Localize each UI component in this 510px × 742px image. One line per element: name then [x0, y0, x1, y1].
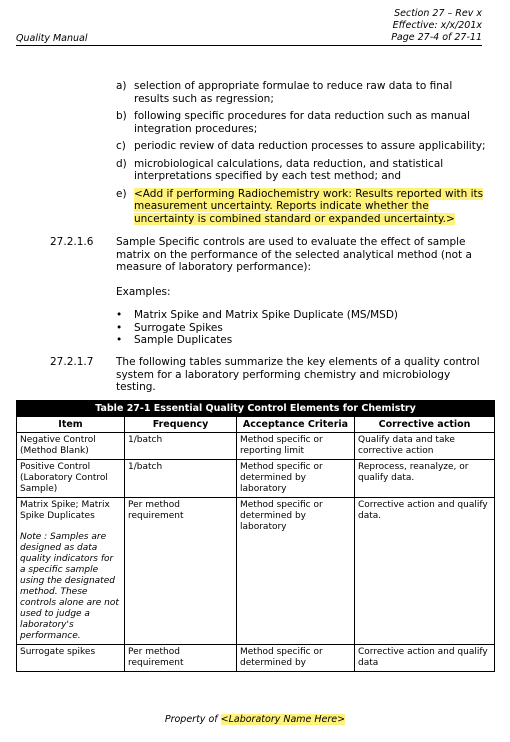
column-header: Frequency	[125, 417, 237, 433]
column-header: Item	[17, 417, 125, 433]
list-marker: d)	[116, 157, 127, 170]
footer-prefix: Property of	[164, 714, 221, 725]
page-number: Page 27-4 of 27-11	[391, 32, 482, 43]
table-cell: Per method requirement	[125, 498, 237, 645]
list-marker: a)	[116, 80, 127, 92]
table-row	[17, 433, 495, 460]
list-marker: c)	[116, 140, 126, 152]
table-cell: Method specific or determined by	[237, 645, 355, 672]
examples-label: Examples:	[116, 286, 171, 298]
cell-item-text: Matrix Spike; Matrix Spike Duplicates	[20, 500, 110, 521]
table-cell: Reprocess, reanalyze, or qualify data.	[355, 460, 495, 498]
list-text: periodic review of data reduction processes to assure applicability;	[134, 140, 486, 152]
radiochemistry-placeholder: <Add if performing Radiochemistry work: Results reported with its measurement uncertainty. Reports indicate whether the uncertainty is combined standard or expanded uncertainty.>	[134, 187, 484, 225]
section-number: 27.2.1.7	[50, 356, 94, 368]
table-row	[17, 460, 495, 498]
table-cell: Positive Control (Laboratory Control Sample)	[17, 460, 125, 498]
list-item	[116, 188, 486, 226]
table-row	[17, 645, 495, 672]
bullet-text: Sample Duplicates	[134, 334, 233, 346]
table-cell: Negative Control (Method Blank)	[17, 433, 125, 460]
section-label: Section 27 – Rev x	[394, 8, 482, 19]
table-cell: Method specific or reporting limit	[237, 433, 355, 460]
table-header-row	[17, 417, 495, 433]
data-reduction-list	[116, 80, 486, 230]
bullet-icon: •	[116, 321, 123, 334]
table-cell: Method specific or determined by laboratory	[237, 498, 355, 645]
bullet-icon: •	[116, 334, 123, 346]
header-divider	[16, 45, 482, 46]
list-item	[116, 140, 486, 153]
table-cell: Corrective action and qualify data.	[355, 498, 495, 645]
section-text: Sample Specific controls are used to evaluate the effect of sample matrix on the performance of the selected analytical method (not a measure of laboratory performance):	[116, 236, 472, 273]
table-cell: 1/batch	[125, 433, 237, 460]
section-number: 27.2.1.6	[50, 236, 94, 248]
list-marker: e)	[116, 187, 127, 200]
list-marker: b)	[116, 110, 127, 122]
table-cell: 1/batch	[125, 460, 237, 498]
column-header: Acceptance Criteria	[237, 417, 355, 433]
list-item	[116, 80, 486, 105]
table-cell	[17, 498, 125, 645]
page-footer	[0, 714, 510, 725]
table-cell: Corrective action and qualify data	[355, 645, 495, 672]
table-row	[17, 498, 495, 645]
effective-date: Effective: x/x/201x	[392, 20, 482, 31]
table-cell: Surrogate spikes	[17, 645, 125, 672]
bullet-item	[116, 334, 398, 347]
bullet-text: Surrogate Spikes	[134, 321, 223, 334]
table-cell: Per method requirement	[125, 645, 237, 672]
section-text: The following tables summarize the key elements of a quality control system for a laboratory performing chemistry and microbiology testing.	[116, 356, 480, 393]
table-cell: Qualify data and take corrective action	[355, 433, 495, 460]
qc-elements-table	[16, 400, 495, 672]
section-27-2-1-7	[50, 356, 490, 394]
section-27-2-1-6	[50, 236, 490, 274]
examples-list	[116, 309, 398, 347]
bullet-text: Matrix Spike and Matrix Spike Duplicate (MS/MSD)	[134, 309, 399, 321]
list-item	[116, 110, 486, 135]
list-text: following specific procedures for data reduction such as manual integration procedures;	[134, 110, 470, 135]
list-text: selection of appropriate formulae to reduce raw data to final results such as regression;	[134, 80, 453, 105]
cell-note: Note : Samples are designed as data quality indicators for a specific sample using the designated method. These controls alone are not used to judge a laboratory's performance.	[20, 532, 119, 641]
column-header: Corrective action	[355, 417, 495, 433]
list-text: microbiological calculations, data reduction, and statistical interpretations specified by each test method; and	[134, 157, 444, 182]
header-right	[391, 8, 482, 44]
bullet-icon: •	[116, 309, 123, 321]
lab-name-placeholder: <Laboratory Name Here>	[220, 714, 346, 725]
bullet-item	[116, 322, 398, 335]
bullet-item	[116, 309, 398, 322]
table-cell: Method specific or determined by laboratory	[237, 460, 355, 498]
list-item	[116, 158, 486, 183]
table-title: Table 27-1 Essential Quality Control Elements for Chemistry	[17, 401, 495, 417]
manual-title: Quality Manual	[16, 33, 88, 44]
